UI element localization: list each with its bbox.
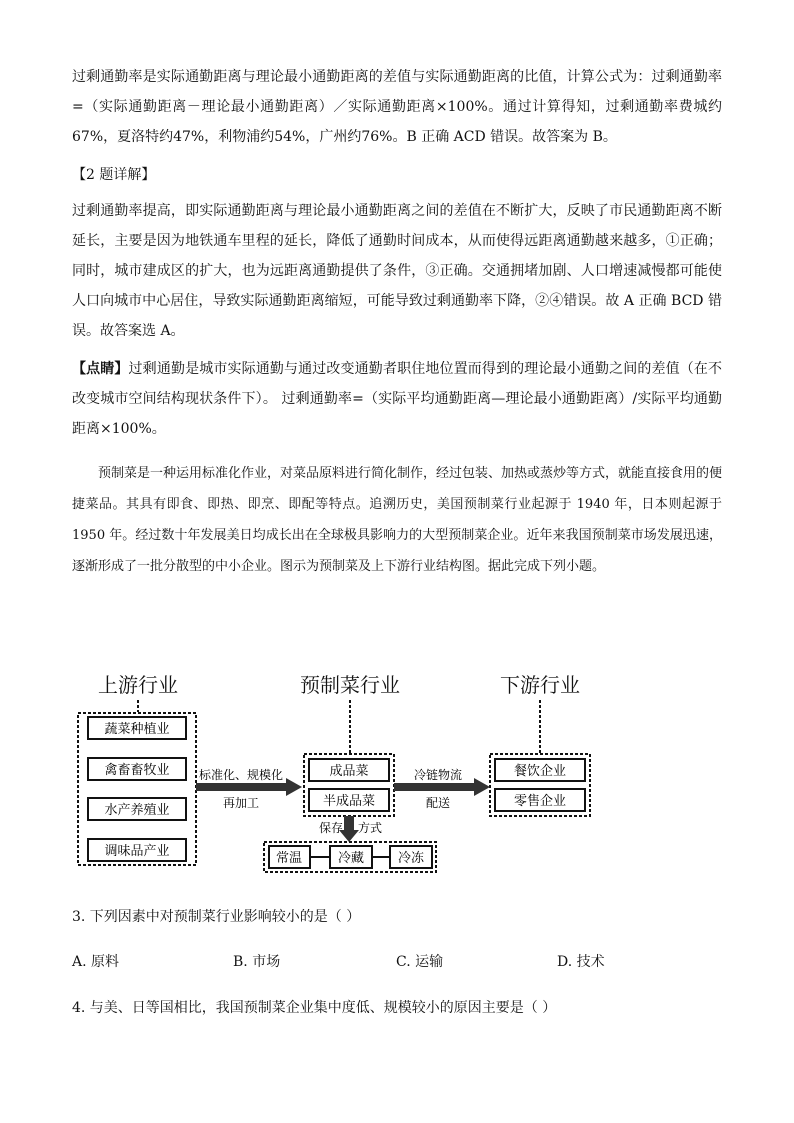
arrow2-label-top: 冷链物流 (413, 768, 463, 782)
svg-text:调味品产业: 调味品产业 (104, 844, 170, 859)
question-4: 4. 与美、日等国相比，我国预制菜企业集中度低、规模较小的原因主要是（ ） (72, 1000, 557, 1016)
paragraph-answer-2: 过剩通勤率提高，即实际通勤距离与理论最小通勤距离之间的差值在不断扩大，反映了市民通勤距离不断延长，主要是因为地铁通车里程的延长，降低了通勤时间成本，从而使得远距离通勤越来越多，①正确；同时，城市建成区的扩大，也为远距离通勤提供了条件，③正确。交通拥堵加剧、人口增速减慢都可能使人口向城市中心居住，导致实际通勤距离缩短，可能导致过剩通勤率下降，②④错误。故 A 正确 BCD 错误。故答案选 A。 (72, 203, 722, 339)
note-label: 【点睛】 (72, 361, 129, 377)
mid-item-1 (309, 759, 389, 781)
svg-text:冷冻: 冷冻 (397, 851, 425, 866)
q3-option-d[interactable]: D. 技术 (557, 954, 605, 970)
upstream-item-3 (88, 798, 186, 820)
arrow2-label-bottom: 配送 (425, 796, 451, 810)
arrow1-label-bottom: 再加工 (222, 796, 260, 810)
svg-text:半成品菜: 半成品菜 (322, 794, 376, 809)
svg-text:餐饮企业: 餐饮企业 (513, 764, 567, 779)
storage-item-3 (390, 846, 432, 868)
q3-option-a[interactable]: A. 原料 (72, 954, 120, 970)
upstream-item-1 (88, 717, 186, 739)
upstream-item-4 (88, 839, 186, 861)
q3-option-c[interactable]: C. 运输 (396, 954, 444, 970)
svg-text:水产养殖业: 水产养殖业 (104, 803, 170, 818)
question-3: 3. 下列因素中对预制菜行业影响较小的是（ ） (72, 909, 361, 925)
upstream-title: 上游行业 (98, 673, 178, 697)
upstream-item-2 (88, 758, 186, 780)
downstream-item-2 (495, 789, 585, 811)
downstream-title: 下游行业 (500, 673, 580, 697)
section-heading-q2: 【2 题详解】 (72, 167, 156, 183)
svg-text:禽畜畜牧业: 禽畜畜牧业 (104, 763, 170, 778)
svg-text:成品菜: 成品菜 (329, 764, 369, 779)
q3-option-b[interactable]: B. 市场 (233, 954, 281, 970)
svg-text:零售企业: 零售企业 (513, 794, 567, 809)
storage-label-b: 方式 (357, 821, 383, 835)
svg-text:常温: 常温 (275, 851, 303, 866)
document-body (72, 62, 722, 582)
paragraph-answer-1: 过剩通勤率是实际通勤距离与理论最小通勤距离的差值与实际通勤距离的比值，计算公式为：过剩通勤率=（实际通勤距离－理论最小通勤距离）／实际通勤距离×100%。通过计算得知，过剩通勤率费城约67%，夏洛特约47%，利物浦约54%，广州约76%。B 正确 ACD 错误。故答案为 B。 (72, 69, 722, 145)
downstream-item-1 (495, 759, 585, 781)
note-text: 过剩通勤是城市实际通勤与通过改变通勤者职住地位置而得到的理论最小通勤之间的差值（在不改变城市空间结构现状条件下）。 过剩通勤率=（实际平均通勤距离—理论最小通勤距离）/实际平均通勤距离×100%。 (72, 361, 723, 437)
svg-text:冷藏: 冷藏 (337, 851, 365, 866)
industry-structure-diagram (76, 670, 596, 880)
storage-item-2 (330, 846, 372, 868)
midstream-title: 预制菜行业 (300, 673, 400, 697)
arrow1-label-top: 标准化、规模化 (198, 768, 284, 782)
svg-text:蔬菜种植业: 蔬菜种植业 (104, 722, 170, 737)
paragraph-intro: 预制菜是一种运用标准化作业，对菜品原料进行简化制作，经过包装、加热或蒸炒等方式，就能直接食用的便捷菜品。其具有即食、即热、即烹、即配等特点。追溯历史，美国预制菜行业起源于 1940 年，日本则起源于 1950 年。经过数十年发展美日均成长出在全球极具影响力的大型预制菜企业。近年来我国预制菜市场发展迅速，逐渐形成了一批分散型的中小企业。图示为预制菜及上下游行业结构图。据此完成下列小题。 (72, 466, 723, 574)
storage-item-1 (269, 846, 310, 868)
storage-label-a: 保存 (318, 821, 344, 835)
mid-item-2 (309, 789, 389, 811)
paragraph-note (72, 354, 722, 444)
